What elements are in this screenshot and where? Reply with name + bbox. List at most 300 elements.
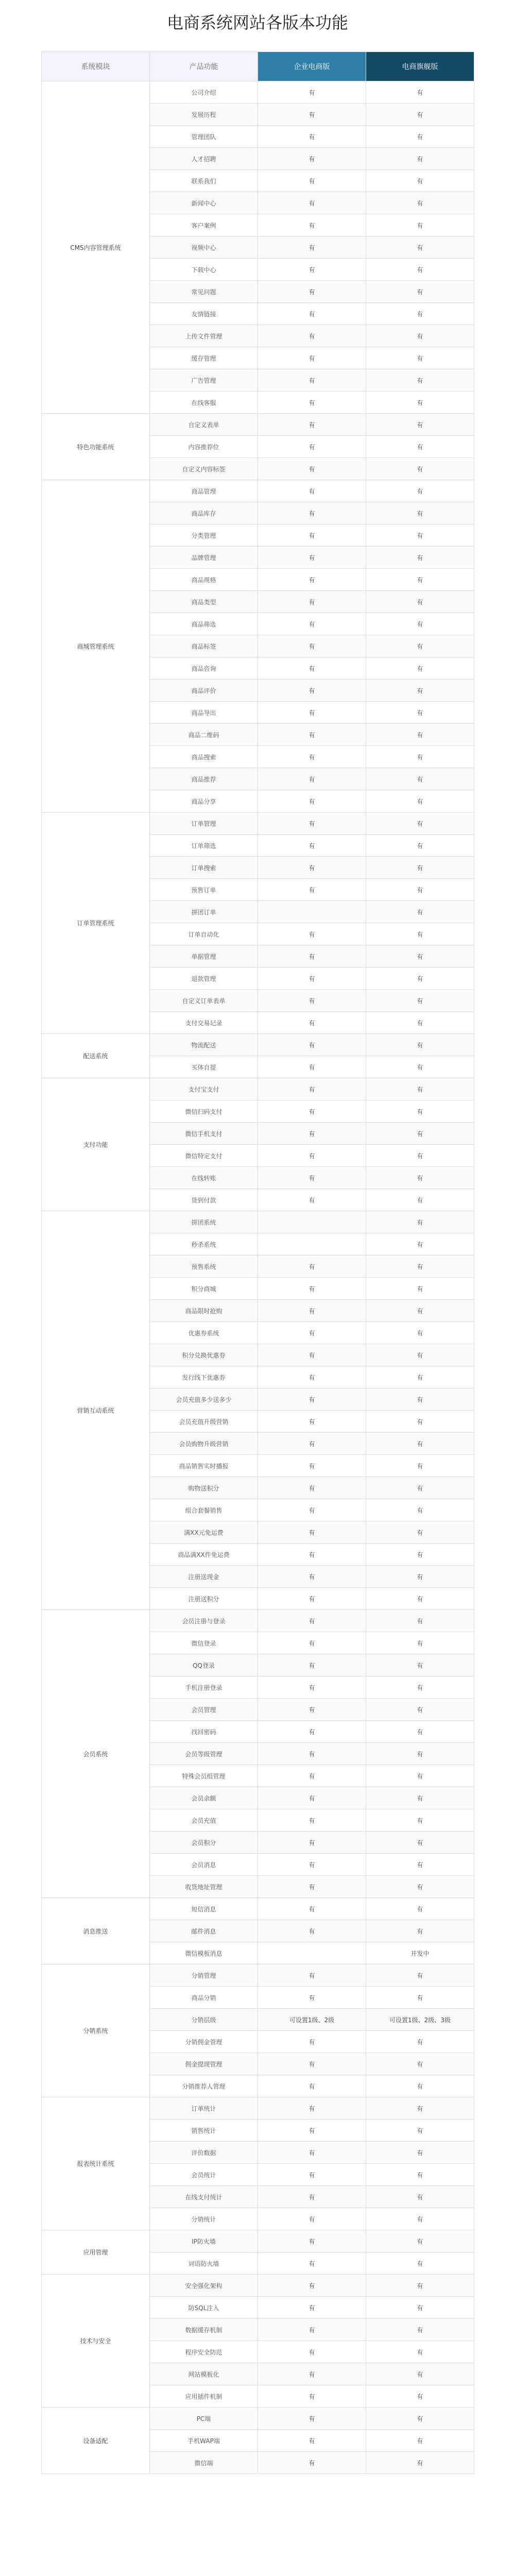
flagship-value-cell: 有 <box>366 2252 474 2275</box>
flagship-value-cell: 有 <box>366 81 474 104</box>
enterprise-value-cell: 有 <box>258 347 366 369</box>
flagship-value-cell: 开发中 <box>366 1942 474 1964</box>
table-row <box>42 812 474 835</box>
flagship-value-cell: 有 <box>366 347 474 369</box>
flagship-value-cell: 有 <box>366 392 474 414</box>
enterprise-value-cell: 有 <box>258 1012 366 1034</box>
feature-name-cell: 拼团订单 <box>150 901 258 923</box>
feature-name-cell: 支付交易记录 <box>150 1012 258 1034</box>
enterprise-value-cell: 有 <box>258 680 366 702</box>
feature-name-cell: 联系我们 <box>150 170 258 192</box>
feature-name-cell: 积分商城 <box>150 1278 258 1300</box>
enterprise-value-cell: 有 <box>258 1721 366 1743</box>
feature-name-cell: 分类管理 <box>150 524 258 547</box>
feature-name-cell: 防SQL注入 <box>150 2297 258 2319</box>
enterprise-value-cell: 有 <box>258 547 366 569</box>
feature-name-cell: 会员消息 <box>150 1854 258 1876</box>
feature-name-cell: 发行线下优惠券 <box>150 1366 258 1388</box>
enterprise-value-cell: 有 <box>258 1699 366 1721</box>
enterprise-value-cell: 可设置1级、2级 <box>258 2009 366 2031</box>
flagship-value-cell: 有 <box>366 170 474 192</box>
flagship-value-cell: 有 <box>366 2341 474 2363</box>
feature-name-cell: 订单统计 <box>150 2097 258 2120</box>
feature-name-cell: 客户案例 <box>150 214 258 236</box>
feature-name-cell: 微信登录 <box>150 1632 258 1654</box>
enterprise-value-cell: 有 <box>258 1189 366 1211</box>
flagship-value-cell: 有 <box>366 702 474 724</box>
feature-name-cell: 微信端 <box>150 2452 258 2474</box>
feature-name-cell: 订单搜索 <box>150 857 258 879</box>
feature-name-cell: IP防火墙 <box>150 2230 258 2252</box>
enterprise-value-cell: 有 <box>258 1876 366 1898</box>
enterprise-value-cell: 有 <box>258 369 366 392</box>
feature-name-cell: 常见问题 <box>150 281 258 303</box>
table-body <box>42 81 474 2474</box>
feature-name-cell: 商品类型 <box>150 591 258 613</box>
flagship-value-cell: 有 <box>366 414 474 436</box>
feature-name-cell: 广告管理 <box>150 369 258 392</box>
table-header-row <box>42 52 474 81</box>
flagship-value-cell: 可设置1级、2级、3级 <box>366 2009 474 2031</box>
enterprise-value-cell: 有 <box>258 2363 366 2385</box>
feature-name-cell: 会员管理 <box>150 1699 258 1721</box>
feature-name-cell: 预售订单 <box>150 879 258 901</box>
feature-name-cell: 购物送积分 <box>150 1477 258 1499</box>
enterprise-value-cell: 有 <box>258 768 366 790</box>
feature-name-cell: 会员注册与登录 <box>150 1610 258 1632</box>
feature-name-cell: 注册送现金 <box>150 1566 258 1588</box>
group-name-cell: 技术与安全 <box>42 2275 150 2408</box>
feature-name-cell: 积分兑换优惠券 <box>150 1344 258 1366</box>
table-row <box>42 2230 474 2252</box>
flagship-value-cell: 有 <box>366 1123 474 1145</box>
feature-name-cell: 分销佣金管理 <box>150 2031 258 2053</box>
flagship-value-cell: 有 <box>366 1610 474 1632</box>
enterprise-value-cell: 有 <box>258 635 366 657</box>
flagship-value-cell: 有 <box>366 1876 474 1898</box>
flagship-value-cell: 有 <box>366 835 474 857</box>
flagship-value-cell: 有 <box>366 1167 474 1189</box>
enterprise-value-cell: 有 <box>258 2186 366 2208</box>
enterprise-value-cell: 有 <box>258 1987 366 2009</box>
enterprise-value-cell: 有 <box>258 502 366 524</box>
group-name-cell: 会员系统 <box>42 1610 150 1898</box>
enterprise-value-cell: 有 <box>258 2341 366 2363</box>
enterprise-value-cell: 有 <box>258 126 366 148</box>
flagship-value-cell: 有 <box>366 635 474 657</box>
feature-name-cell: 分销管理 <box>150 1964 258 1987</box>
table-row <box>42 1964 474 1987</box>
flagship-value-cell: 有 <box>366 2097 474 2120</box>
enterprise-value-cell: 有 <box>258 1455 366 1477</box>
flagship-value-cell: 有 <box>366 1721 474 1743</box>
flagship-value-cell: 有 <box>366 2142 474 2164</box>
feature-name-cell: 管理团队 <box>150 126 258 148</box>
flagship-value-cell: 有 <box>366 1455 474 1477</box>
group-name-cell: 设备适配 <box>42 2408 150 2474</box>
flagship-value-cell: 有 <box>366 1699 474 1721</box>
flagship-value-cell: 有 <box>366 1145 474 1167</box>
enterprise-value-cell <box>258 1211 366 1233</box>
flagship-value-cell: 有 <box>366 126 474 148</box>
feature-name-cell: 商品标签 <box>150 635 258 657</box>
enterprise-value-cell: 有 <box>258 2252 366 2275</box>
flagship-value-cell: 有 <box>366 1544 474 1566</box>
flagship-value-cell: 有 <box>366 1433 474 1455</box>
group-name-cell: 分销系统 <box>42 1964 150 2097</box>
feature-name-cell: 支付宝支付 <box>150 1078 258 1100</box>
enterprise-value-cell: 有 <box>258 790 366 812</box>
feature-name-cell: 微信扫码支付 <box>150 1100 258 1123</box>
enterprise-value-cell: 有 <box>258 1256 366 1278</box>
enterprise-value-cell: 有 <box>258 1078 366 1100</box>
enterprise-value-cell: 有 <box>258 1388 366 1411</box>
feature-name-cell: 微信手机支付 <box>150 1123 258 1145</box>
feature-name-cell: 分销推荐人管理 <box>150 2075 258 2097</box>
enterprise-value-cell: 有 <box>258 259 366 281</box>
flagship-value-cell: 有 <box>366 2208 474 2230</box>
feature-name-cell: 友情链接 <box>150 303 258 325</box>
enterprise-value-cell: 有 <box>258 724 366 746</box>
enterprise-value-cell: 有 <box>258 1654 366 1676</box>
enterprise-value-cell: 有 <box>258 2075 366 2097</box>
table-row <box>42 81 474 104</box>
flagship-value-cell: 有 <box>366 480 474 502</box>
feature-name-cell: 短信消息 <box>150 1898 258 1920</box>
flagship-value-cell: 有 <box>366 214 474 236</box>
feature-name-cell: 收货地址管理 <box>150 1876 258 1898</box>
enterprise-value-cell: 有 <box>258 458 366 480</box>
flagship-value-cell: 有 <box>366 1322 474 1344</box>
enterprise-value-cell: 有 <box>258 1566 366 1588</box>
enterprise-value-cell: 有 <box>258 1809 366 1832</box>
feature-name-cell: 优惠券系统 <box>150 1322 258 1344</box>
feature-name-cell: 商品限时抢购 <box>150 1300 258 1322</box>
feature-name-cell: 手机WAP端 <box>150 2430 258 2452</box>
feature-name-cell: 组合套餐销售 <box>150 1499 258 1521</box>
flagship-value-cell: 有 <box>366 1854 474 1876</box>
table-row <box>42 1211 474 1233</box>
enterprise-value-cell: 有 <box>258 1477 366 1499</box>
flagship-value-cell: 有 <box>366 812 474 835</box>
enterprise-value-cell: 有 <box>258 148 366 170</box>
flagship-value-cell: 有 <box>366 613 474 635</box>
enterprise-value-cell: 有 <box>258 2319 366 2341</box>
enterprise-value-cell: 有 <box>258 524 366 547</box>
flagship-value-cell: 有 <box>366 1654 474 1676</box>
enterprise-value-cell: 有 <box>258 1765 366 1787</box>
enterprise-value-cell: 有 <box>258 968 366 990</box>
enterprise-value-cell: 有 <box>258 303 366 325</box>
feature-name-cell: 数据缓存机制 <box>150 2319 258 2341</box>
flagship-value-cell: 有 <box>366 1477 474 1499</box>
flagship-value-cell: 有 <box>366 1012 474 1034</box>
flagship-value-cell: 有 <box>366 547 474 569</box>
enterprise-value-cell: 有 <box>258 2031 366 2053</box>
feature-name-cell: 特殊会员组管理 <box>150 1765 258 1787</box>
flagship-value-cell: 有 <box>366 259 474 281</box>
enterprise-value-cell: 有 <box>258 236 366 259</box>
flagship-value-cell: 有 <box>366 1964 474 1987</box>
enterprise-value-cell <box>258 1233 366 1256</box>
flagship-value-cell: 有 <box>366 1676 474 1699</box>
flagship-value-cell: 有 <box>366 857 474 879</box>
flagship-value-cell: 有 <box>366 1832 474 1854</box>
enterprise-value-cell: 有 <box>258 945 366 968</box>
feature-name-cell: 在线支付统计 <box>150 2186 258 2208</box>
feature-name-cell: PC端 <box>150 2408 258 2430</box>
feature-name-cell: 物流配送 <box>150 1034 258 1056</box>
feature-name-cell: 邮件消息 <box>150 1920 258 1942</box>
enterprise-value-cell: 有 <box>258 2275 366 2297</box>
flagship-value-cell: 有 <box>366 148 474 170</box>
flagship-value-cell: 有 <box>366 968 474 990</box>
enterprise-value-cell: 有 <box>258 1676 366 1699</box>
flagship-value-cell: 有 <box>366 746 474 768</box>
table-row <box>42 414 474 436</box>
flagship-value-cell: 有 <box>366 768 474 790</box>
flagship-value-cell: 有 <box>366 1987 474 2009</box>
feature-name-cell: 商品二维码 <box>150 724 258 746</box>
enterprise-value-cell: 有 <box>258 1743 366 1765</box>
enterprise-value-cell: 有 <box>258 1056 366 1078</box>
flagship-value-cell: 有 <box>366 1898 474 1920</box>
flagship-value-cell: 有 <box>366 369 474 392</box>
group-name-cell: CMS内容管理系统 <box>42 81 150 414</box>
group-name-cell: 营销互动系统 <box>42 1211 150 1610</box>
flagship-value-cell: 有 <box>366 569 474 591</box>
feature-name-cell: 会员购物升级营销 <box>150 1433 258 1455</box>
flagship-value-cell: 有 <box>366 680 474 702</box>
flagship-value-cell: 有 <box>366 1920 474 1942</box>
feature-name-cell: 注册送积分 <box>150 1588 258 1610</box>
enterprise-value-cell: 有 <box>258 104 366 126</box>
flagship-value-cell: 有 <box>366 879 474 901</box>
table-row <box>42 1034 474 1056</box>
flagship-value-cell: 有 <box>366 1566 474 1588</box>
flagship-value-cell: 有 <box>366 2430 474 2452</box>
flagship-value-cell: 有 <box>366 1034 474 1056</box>
flagship-value-cell: 有 <box>366 1189 474 1211</box>
feature-name-cell: 商品推荐 <box>150 768 258 790</box>
enterprise-value-cell <box>258 1942 366 1964</box>
feature-name-cell: 分销统计 <box>150 2208 258 2230</box>
feature-name-cell: 自定义内容标签 <box>150 458 258 480</box>
feature-name-cell: 网站模板化 <box>150 2363 258 2385</box>
group-name-cell: 支付功能 <box>42 1078 150 1211</box>
enterprise-value-cell: 有 <box>258 1100 366 1123</box>
feature-name-cell: 分销层级 <box>150 2009 258 2031</box>
flagship-value-cell: 有 <box>366 1233 474 1256</box>
feature-name-cell: 在线转账 <box>150 1167 258 1189</box>
feature-name-cell: 商品评价 <box>150 680 258 702</box>
feature-name-cell: 订单自动化 <box>150 923 258 945</box>
enterprise-value-cell: 有 <box>258 2208 366 2230</box>
flagship-value-cell: 有 <box>366 192 474 214</box>
enterprise-value-cell: 有 <box>258 1411 366 1433</box>
header-product-feature: 产品功能 <box>150 52 258 81</box>
feature-name-cell: 会员等级管理 <box>150 1743 258 1765</box>
feature-name-cell: QQ登录 <box>150 1654 258 1676</box>
enterprise-value-cell: 有 <box>258 1145 366 1167</box>
flagship-value-cell: 有 <box>366 724 474 746</box>
enterprise-value-cell: 有 <box>258 1920 366 1942</box>
enterprise-value-cell: 有 <box>258 1322 366 1344</box>
enterprise-value-cell: 有 <box>258 1632 366 1654</box>
enterprise-value-cell: 有 <box>258 2408 366 2430</box>
flagship-value-cell: 有 <box>366 236 474 259</box>
enterprise-value-cell: 有 <box>258 923 366 945</box>
enterprise-value-cell: 有 <box>258 1366 366 1388</box>
feature-name-cell: 商品销售实时播报 <box>150 1455 258 1477</box>
enterprise-value-cell: 有 <box>258 2452 366 2474</box>
feature-name-cell: 单据管理 <box>150 945 258 968</box>
enterprise-value-cell: 有 <box>258 1278 366 1300</box>
flagship-value-cell: 有 <box>366 458 474 480</box>
feature-name-cell: 找回密码 <box>150 1721 258 1743</box>
header-system-module: 系统模块 <box>42 52 150 81</box>
feature-name-cell: 人才招聘 <box>150 148 258 170</box>
feature-name-cell: 商品筛选 <box>150 613 258 635</box>
feature-name-cell: 商品搜索 <box>150 746 258 768</box>
flagship-value-cell: 有 <box>366 524 474 547</box>
enterprise-value-cell: 有 <box>258 1964 366 1987</box>
flagship-value-cell: 有 <box>366 2408 474 2430</box>
flagship-value-cell: 有 <box>366 104 474 126</box>
table-row <box>42 2275 474 2297</box>
feature-name-cell: 会员充值升级营销 <box>150 1411 258 1433</box>
enterprise-value-cell: 有 <box>258 1610 366 1632</box>
enterprise-value-cell: 有 <box>258 2297 366 2319</box>
table-row <box>42 1610 474 1632</box>
enterprise-value-cell: 有 <box>258 392 366 414</box>
feature-name-cell: 秒杀系统 <box>150 1233 258 1256</box>
enterprise-value-cell: 有 <box>258 1787 366 1809</box>
enterprise-value-cell: 有 <box>258 281 366 303</box>
enterprise-value-cell: 有 <box>258 1300 366 1322</box>
flagship-value-cell: 有 <box>366 2186 474 2208</box>
feature-name-cell: 程序安全防范 <box>150 2341 258 2363</box>
feature-name-cell: 退款管理 <box>150 968 258 990</box>
feature-name-cell: 商品分享 <box>150 790 258 812</box>
enterprise-value-cell: 有 <box>258 835 366 857</box>
enterprise-value-cell: 有 <box>258 192 366 214</box>
enterprise-value-cell: 有 <box>258 1034 366 1056</box>
feature-name-cell: 佣金提现管理 <box>150 2053 258 2075</box>
enterprise-value-cell: 有 <box>258 1854 366 1876</box>
flagship-value-cell: 有 <box>366 1366 474 1388</box>
flagship-value-cell: 有 <box>366 1211 474 1233</box>
flagship-value-cell: 有 <box>366 1278 474 1300</box>
enterprise-value-cell: 有 <box>258 1898 366 1920</box>
flagship-value-cell: 有 <box>366 2275 474 2297</box>
enterprise-value-cell: 有 <box>258 2164 366 2186</box>
flagship-value-cell: 有 <box>366 303 474 325</box>
enterprise-value-cell: 有 <box>258 1588 366 1610</box>
flagship-value-cell: 有 <box>366 1078 474 1100</box>
flagship-value-cell: 有 <box>366 2363 474 2385</box>
enterprise-value-cell: 有 <box>258 2120 366 2142</box>
flagship-value-cell: 有 <box>366 2385 474 2408</box>
enterprise-value-cell: 有 <box>258 1167 366 1189</box>
feature-name-cell: 安全强化架构 <box>150 2275 258 2297</box>
feature-name-cell: 会员积分 <box>150 1832 258 1854</box>
feature-name-cell: 会员充值 <box>150 1809 258 1832</box>
flagship-value-cell: 有 <box>366 1388 474 1411</box>
flagship-value-cell: 有 <box>366 2075 474 2097</box>
feature-name-cell: 品牌管理 <box>150 547 258 569</box>
feature-name-cell: 会员统计 <box>150 2164 258 2186</box>
group-name-cell: 商城管理系统 <box>42 480 150 812</box>
group-name-cell: 报表统计系统 <box>42 2097 150 2230</box>
enterprise-value-cell: 有 <box>258 812 366 835</box>
flagship-value-cell: 有 <box>366 1300 474 1322</box>
table-row <box>42 2408 474 2430</box>
flagship-value-cell: 有 <box>366 901 474 923</box>
enterprise-value-cell: 有 <box>258 214 366 236</box>
feature-name-cell: 公司介绍 <box>150 81 258 104</box>
enterprise-value-cell: 有 <box>258 1123 366 1145</box>
feature-name-cell: 缓存管理 <box>150 347 258 369</box>
group-name-cell: 消息推送 <box>42 1898 150 1964</box>
group-name-cell: 应用管理 <box>42 2230 150 2275</box>
flagship-value-cell: 有 <box>366 281 474 303</box>
feature-name-cell: 商品咨询 <box>150 657 258 680</box>
flagship-value-cell: 有 <box>366 1056 474 1078</box>
enterprise-value-cell: 有 <box>258 436 366 458</box>
flagship-value-cell: 有 <box>366 2053 474 2075</box>
enterprise-value-cell: 有 <box>258 1521 366 1544</box>
feature-name-cell: 商品管理 <box>150 480 258 502</box>
enterprise-value-cell: 有 <box>258 1544 366 1566</box>
flagship-value-cell: 有 <box>366 990 474 1012</box>
flagship-value-cell: 有 <box>366 325 474 347</box>
feature-name-cell: 商品库存 <box>150 502 258 524</box>
feature-name-cell: 订单筛选 <box>150 835 258 857</box>
flagship-value-cell: 有 <box>366 2297 474 2319</box>
flagship-value-cell: 有 <box>366 1588 474 1610</box>
flagship-value-cell: 有 <box>366 2120 474 2142</box>
flagship-value-cell: 有 <box>366 1809 474 1832</box>
enterprise-value-cell: 有 <box>258 1433 366 1455</box>
flagship-value-cell: 有 <box>366 1256 474 1278</box>
flagship-value-cell: 有 <box>366 2164 474 2186</box>
flagship-value-cell: 有 <box>366 945 474 968</box>
enterprise-value-cell <box>258 901 366 923</box>
feature-name-cell: 词语防火墙 <box>150 2252 258 2275</box>
group-name-cell: 订单管理系统 <box>42 812 150 1034</box>
enterprise-value-cell: 有 <box>258 857 366 879</box>
enterprise-value-cell: 有 <box>258 2230 366 2252</box>
enterprise-value-cell: 有 <box>258 2385 366 2408</box>
flagship-value-cell: 有 <box>366 2230 474 2252</box>
flagship-value-cell: 有 <box>366 790 474 812</box>
enterprise-value-cell: 有 <box>258 613 366 635</box>
enterprise-value-cell: 有 <box>258 170 366 192</box>
enterprise-value-cell: 有 <box>258 746 366 768</box>
feature-name-cell: 手机注册登录 <box>150 1676 258 1699</box>
feature-name-cell: 会员余额 <box>150 1787 258 1809</box>
enterprise-value-cell: 有 <box>258 480 366 502</box>
feature-name-cell: 在线客服 <box>150 392 258 414</box>
feature-name-cell: 视频中心 <box>150 236 258 259</box>
page-title: 电商系统网站各版本功能 <box>166 13 348 32</box>
enterprise-value-cell: 有 <box>258 325 366 347</box>
enterprise-value-cell: 有 <box>258 2430 366 2452</box>
feature-name-cell: 自定义表单 <box>150 414 258 436</box>
header-flagship-edition: 电商旗舰版 <box>366 52 474 81</box>
enterprise-value-cell: 有 <box>258 1499 366 1521</box>
